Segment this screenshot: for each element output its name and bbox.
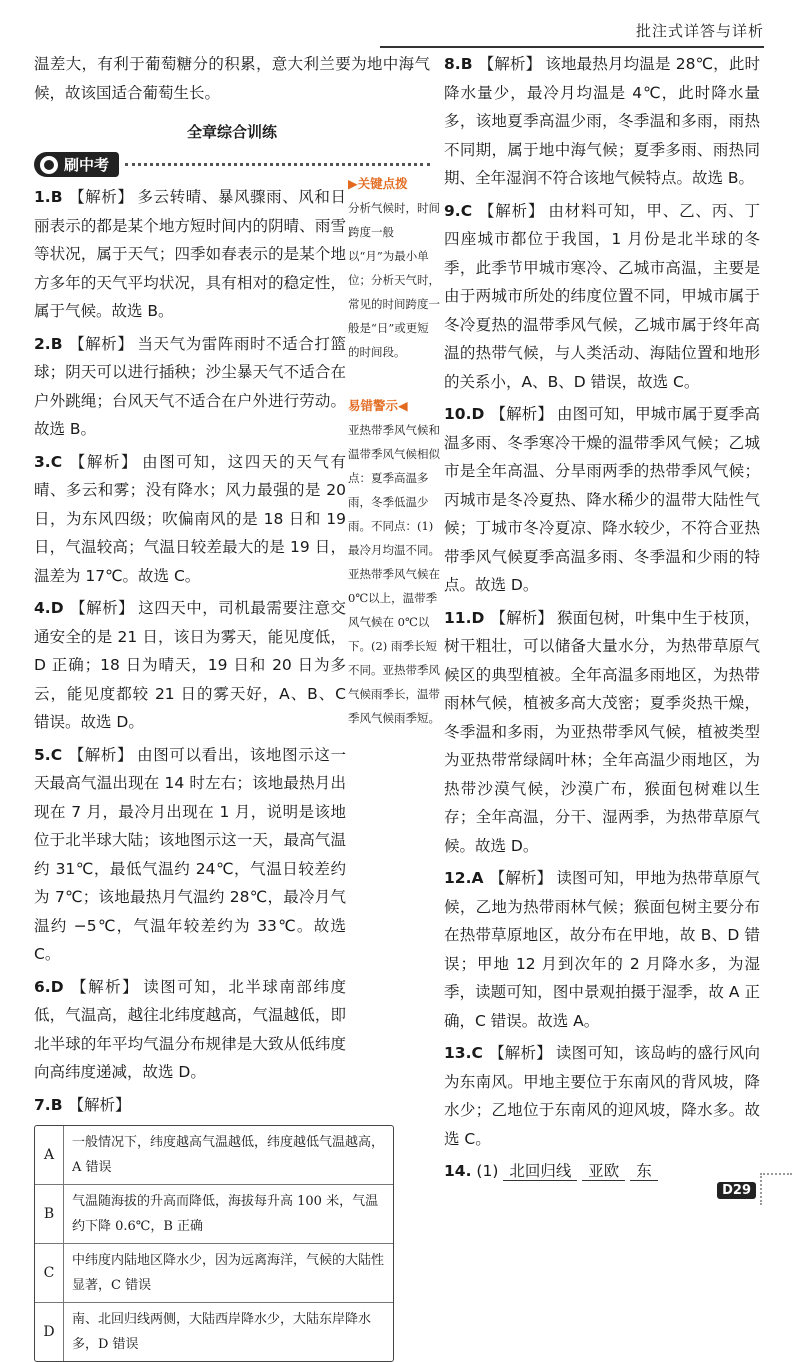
badge-label: 刷中考	[64, 156, 110, 174]
option-key: A	[35, 1126, 64, 1184]
section-title: 全章综合训练	[186, 123, 277, 141]
side-note-head: 易错警示◀	[348, 398, 408, 413]
analysis-tag: 【解析】	[69, 977, 140, 996]
answer-item	[34, 741, 346, 969]
item-answer: C	[471, 1044, 483, 1062]
answer-item	[444, 604, 760, 861]
item-number: 13.	[444, 1044, 472, 1062]
option-key: D	[35, 1303, 64, 1361]
table-row	[35, 1126, 393, 1185]
section-badge	[34, 152, 119, 177]
item-answer: C	[460, 201, 473, 220]
analysis-tag: 【解析】	[490, 608, 553, 627]
analysis-tag: 【解析】	[478, 55, 542, 73]
item-answer: C	[50, 452, 63, 471]
option-explanation: 中纬度内陆地区降水少，因为远离海洋，气候的大陆性显著，C 错误	[72, 1253, 385, 1293]
answer-item	[444, 1039, 760, 1153]
analysis-text: 读图可知，北半球南部纬度低，气温高，越往北纬度越高，气温越低，即北半球的年平均气温分布规律是大致从低纬度向高纬度递减，故选 D。	[34, 977, 346, 1081]
side-note-key-point	[348, 172, 440, 364]
answer-item	[34, 183, 346, 326]
answer-item	[34, 1091, 346, 1120]
option-key: B	[35, 1185, 64, 1243]
right-answer-list	[444, 50, 760, 1153]
side-note-warning	[348, 394, 440, 730]
item-answer: A	[471, 869, 484, 887]
item-number: 9.	[444, 201, 461, 220]
answer-item	[34, 594, 346, 737]
badge-icon	[40, 156, 58, 174]
item-number: 14.	[444, 1162, 472, 1180]
right-column	[444, 50, 760, 1190]
answer-item-14	[444, 1157, 760, 1186]
analysis-tag: 【解析】	[478, 201, 545, 220]
side-note-text: 分析气候时，时间跨度一般以“月”为最小单位；分析天气时，常见的时间跨度一般是“日”或更短的时间段。	[348, 201, 440, 359]
analysis-text: 读图可知，甲地为热带草原气候，乙地为热带雨林气候；猴面包树主要分布在热带草原地区，故分布在甲地，故 B、D 错误；甲地 12 月到次年的 2 月降水多，为湿季，读题可知，图中景观拍摄于湿季，故 A 正确，C 错误。故选 A。	[444, 869, 760, 1030]
analysis-text: 读图可知，该岛屿的盛行风向为东南风。甲地主要位于东南风的背风坡，降水少；乙地位于东南风的迎风坡，降水多。故选 C。	[444, 1044, 760, 1148]
item-number: 6.	[34, 977, 51, 996]
analysis-tag: 【解析】	[488, 1044, 552, 1062]
answer-item	[34, 330, 346, 444]
analysis-tag: 【解析】	[68, 1095, 131, 1114]
left-answer-list	[34, 183, 346, 1119]
answer-blank: 东	[630, 1162, 658, 1181]
item-answer: C	[50, 745, 63, 764]
header-rule	[380, 46, 764, 48]
analysis-tag: 【解析】	[489, 869, 553, 887]
answer-item	[444, 400, 760, 600]
item-answer: D	[50, 599, 64, 617]
analysis-text: 由图可知，这四天的天气有晴、多云和雾；没有降水；风力最强的是 20 日，为东风四级；吹偏南风的是 18 日和 19 日，气温较高；气温日较差最大的是 19 日，温差为 17℃。故选 C。	[34, 452, 346, 585]
analysis-text: 当天气为雷阵雨时不适合打篮球；阴天可以进行插秧；沙尘暴天气不适合在户外跳绳；台风天气不适合在户外进行劳动。故选 B。	[34, 334, 346, 438]
item-number: 7.	[34, 1095, 51, 1114]
answer-item	[34, 448, 346, 591]
item-number: 2.	[34, 334, 51, 353]
item-answer: B	[460, 55, 473, 73]
table-row	[35, 1303, 393, 1361]
item-number: 5.	[34, 745, 51, 764]
item-answer: B	[50, 1095, 63, 1114]
analysis-text: 该地最热月均温是 28℃，此时降水量少，最冷月均温是 4℃，此时降水量多，该地夏季高温少雨，冬季温和多雨，雨热不同期，属于地中海气候；夏季多雨、雨热同期、全年湿润不符合该地气候特点。故选 B。	[444, 55, 760, 187]
answer-item	[444, 197, 760, 397]
item7-table	[34, 1125, 394, 1362]
analysis-tag: 【解析】	[68, 745, 134, 764]
intro-text: 温差大，有利于葡萄糖分的积累，意大利兰要为地中海气候，故该国适合葡萄生长。	[34, 55, 430, 102]
analysis-text: 这四天中，司机最需要注意交通安全的是 21 日，该日为雾天，能见度低，D 正确；18 日为晴天，19 日和 20 日为多云，能见度都较 21 日的雾天好，A、B、C 错误。故选 D。	[34, 599, 346, 731]
side-note-text: 亚热带季风气候和温带季风气候相似点：夏季高温多雨，冬季低温少雨。不同点：(1) 最冷月均温不同。亚热带季风气候在 0℃以上，温带季风气候在 0℃以下。(2) 雨季长短不同。亚热带季风气候雨季长，温带季风气候雨季短。	[348, 423, 440, 725]
answer-item	[444, 50, 760, 193]
analysis-text: 猴面包树，叶集中生于枝顶，树干粗壮，可以储备大量水分，为热带草原气候区的典型植被。全年高温多雨地区，为热带雨林气候，植被多高大茂密；夏季炎热干燥，冬季温和多雨，为亚热带季风气候，植被类型为亚热带常绿阔叶林；全年高温少雨地区，为热带沙漠气候，沙漠广布，猴面包树难以生存；全年高温，分干、湿两季，为热带草原气候。故选 D。	[444, 608, 760, 855]
analysis-text: 由图可以看出，该地图示这一天最高气温出现在 14 时左右；该地最热月出现在 7 月，最冷月出现在 1 月，说明是该地位于北半球大陆；该地图示这一天，最高气温约 31℃，最低气温约 24℃，气温日较差约为 7℃；该地最热月气温约 28℃，最冷月气温约 −5℃，气温年较差约为 33℃。故选 C。	[34, 745, 346, 963]
answer-blank: 亚欧	[582, 1162, 625, 1181]
option-key: C	[35, 1244, 64, 1302]
item-answer: B	[50, 188, 63, 206]
dotted-divider	[125, 163, 430, 166]
analysis-text: 由图可知，甲城市属于夏季高温多雨、冬季寒冷干燥的温带季风气候；乙城市是全年高温、分旱雨两季的热带季风气候；丙城市是冬冷夏热、降水稀少的温带大陆性气候；丁城市冬冷夏凉、降水较少，不符合亚热带季风气候夏季高温多雨、冬季温和少雨的特点。故选 D。	[444, 405, 760, 594]
answer-item	[444, 864, 760, 1035]
item-answer: D	[471, 608, 485, 627]
analysis-text: 多云转晴、暴风骤雨、风和日丽表示的都是某个地方短时间内的阴晴、雨雪等状况，属于天气；四季如春表示的是某个地方多年的天气平均状况，具有相对的稳定性，属于气候。故选 B。	[34, 188, 346, 320]
item-number: 12.	[444, 869, 472, 887]
item-number: 1.	[34, 188, 51, 206]
analysis-tag: 【解析】	[68, 334, 134, 353]
page-header-title: 批注式详答与详析	[635, 22, 764, 40]
item-number: 10.	[444, 405, 472, 423]
answer-item	[34, 973, 346, 1087]
item-answer: D	[50, 977, 64, 996]
option-explanation: 一般情况下，纬度越高气温越低，纬度越低气温越高，A 错误	[72, 1135, 385, 1175]
item-answer: B	[50, 334, 63, 353]
page-number: D29	[717, 1182, 756, 1199]
item-part: (1)	[476, 1162, 499, 1180]
analysis-text: 由材料可知，甲、乙、丙、丁四座城市都位于我国，1 月份是北半球的冬季，此季节甲城市寒冷、乙城市高温，主要是由于两城市所处的纬度位置不同，甲城市属于冬冷夏热的温带季风气候，乙城市属于终年高温的热带气候，与人类活动、海陆位置和地形的关系小，A、B、D 错误，故选 C。	[444, 201, 760, 391]
option-explanation: 南、北回归线两侧，大陆西岸降水少，大陆东岸降水多，D 错误	[72, 1312, 372, 1352]
corner-decoration	[760, 1173, 792, 1205]
item-answer: D	[471, 405, 485, 423]
table-row	[35, 1244, 393, 1303]
analysis-tag: 【解析】	[69, 599, 135, 617]
item-number: 11.	[444, 608, 472, 627]
analysis-tag: 【解析】	[490, 405, 553, 423]
analysis-tag: 【解析】	[68, 188, 134, 206]
item-number: 4.	[34, 599, 51, 617]
side-note-head: ▶关键点拨	[348, 176, 408, 191]
option-explanation: 气温随海拔的升高而降低，海拔每升高 100 米，气温约下降 0.6℃，B 正确	[72, 1194, 379, 1234]
analysis-tag: 【解析】	[68, 452, 139, 471]
table-row	[35, 1185, 393, 1244]
answer-blank: 北回归线	[503, 1162, 577, 1181]
item-number: 3.	[34, 452, 51, 471]
item-number: 8.	[444, 55, 461, 73]
